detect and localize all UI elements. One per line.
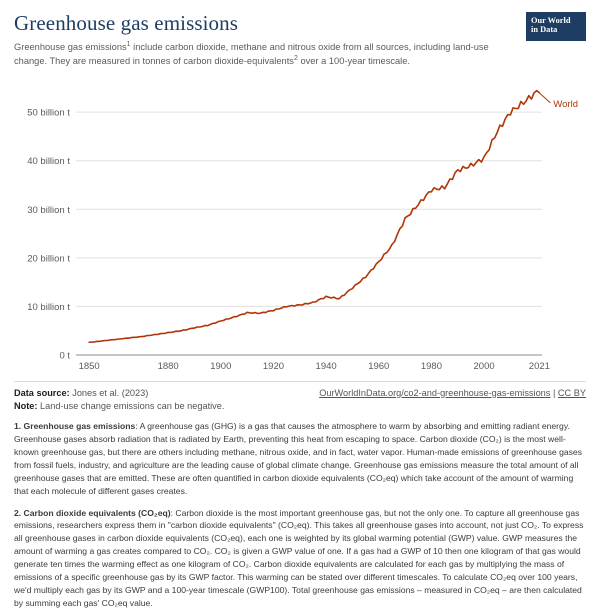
chart-header xyxy=(14,12,586,69)
subtitle-footnote-marker-2: 2 xyxy=(293,55,298,63)
footnote-1-text: : A greenhouse gas (GHG) is a gas that causes the atmosphere to warm by absorbing and emitting radiant energy. Greenhouse gases absorb radiation that is radiated by Earth, preventing this heat from escaping to space. Carbon dioxide (CO₂) is the most well-known greenhouse gas, but there are others including methane, nitrous oxide, and in fact, water vapor. Human-made emissions of greenhouse gases from fossil fuels, industry, and agriculture are the leading cause of global climate change. Greenhouse gas emissions measure the total amount of all greenhouse gases that are emitted. These are often quantified in carbon dioxide equivalents (CO₂eq) which take account of the amount of warming that each molecule of different gases creates. xyxy=(14,421,583,496)
svg-text:World: World xyxy=(553,98,579,110)
series-world-line[interactable] xyxy=(89,90,539,342)
owid-logo xyxy=(526,12,586,41)
svg-text:1960: 1960 xyxy=(368,360,390,372)
owid-url-link[interactable]: OurWorldInData.org/co2-and-greenhouse-gas-emissions xyxy=(319,387,551,398)
svg-text:1920: 1920 xyxy=(262,360,285,372)
svg-text:1940: 1940 xyxy=(315,360,337,372)
footnote-1 xyxy=(14,420,586,497)
series-label-world xyxy=(539,92,578,109)
note-line xyxy=(14,400,586,414)
svg-text:0 t: 0 t xyxy=(59,350,70,362)
chart-sources xyxy=(14,387,586,415)
footnote-2-title: 2. Carbon dioxide equivalents (CO₂eq) xyxy=(14,507,171,518)
svg-text:10 billion t: 10 billion t xyxy=(27,301,70,313)
data-source-label: Data source: xyxy=(14,387,70,398)
note-label: Note: xyxy=(14,401,38,412)
license-link[interactable]: CC BY xyxy=(557,387,586,398)
link-separator: | xyxy=(552,387,556,398)
source-links xyxy=(319,387,586,401)
x-axis-tick-labels xyxy=(79,361,550,372)
svg-text:1900: 1900 xyxy=(210,360,232,372)
svg-text:1880: 1880 xyxy=(157,360,179,372)
chart-subtitle xyxy=(14,40,506,69)
emissions-line-chart[interactable] xyxy=(14,77,586,377)
data-source-value: Jones et al. (2023) xyxy=(72,387,149,398)
svg-text:20 billion t: 20 billion t xyxy=(27,253,70,265)
page-title: Greenhouse gas emissions xyxy=(14,11,239,35)
footnote-2-text: : Carbon dioxide is the most important greenhouse gas, but not the only one. To capture all greenhouse gas emissions, researchers express them in "carbon dioxide equivalents" (CO₂eq). This takes all greenhouse gases into account, not just CO₂. To express all greenhouse gases in carbon dioxide equivalents (CO₂eq), each one is weighted by its global warming potential (GWP) value. GWP measures the amount of warming a gas creates compared to CO₂. CO₂ is given a GWP value of one. If a gas had a GWP of 10 then one kilogram of that gas would generate ten times the warming effect as one kilogram of CO₂. Carbon dioxide equivalents are calculated for each gas by multiplying the mass of emissions of a specific greenhouse gas by its GWP factor. This warming can be stated over different timescales. To calculate CO₂eq over 100 years, we'd multiply each gas by its GWP and a 100-year timescale (GWP100). Total greenhouse gas emissions – measured in CO₂eq – are then calculated by summing each gas' CO₂eq value. xyxy=(14,507,584,608)
svg-text:30 billion t: 30 billion t xyxy=(27,204,70,216)
subtitle-footnote-marker-1: 1 xyxy=(126,41,131,49)
svg-text:1980: 1980 xyxy=(420,360,442,372)
gridlines xyxy=(76,112,542,355)
footnote-2 xyxy=(14,507,586,610)
footnotes xyxy=(14,420,586,609)
subtitle-part-2: include carbon dioxide, methane and nitrous oxide from all sources, including land-use change. They are measured in tonnes of carbon dioxide-equivalents xyxy=(14,42,489,67)
owid-logo-line2: in Data xyxy=(531,25,558,35)
y-axis-tick-labels xyxy=(27,107,70,361)
note-value: Land-use change emissions can be negative. xyxy=(40,401,225,412)
svg-text:2000: 2000 xyxy=(473,360,495,372)
footnote-1-title: 1. Greenhouse gas emissions xyxy=(14,421,136,432)
svg-text:40 billion t: 40 billion t xyxy=(27,155,70,167)
subtitle-part-3: over a 100-year timescale. xyxy=(297,56,410,67)
owid-logo-line1: Our World xyxy=(531,16,571,25)
subtitle-part-1: Greenhouse gas emissions xyxy=(14,42,127,53)
chart-area[interactable] xyxy=(14,77,586,377)
svg-text:2021: 2021 xyxy=(528,360,550,372)
svg-text:1850: 1850 xyxy=(78,360,100,372)
svg-text:50 billion t: 50 billion t xyxy=(27,107,70,119)
footer-divider xyxy=(14,381,586,382)
